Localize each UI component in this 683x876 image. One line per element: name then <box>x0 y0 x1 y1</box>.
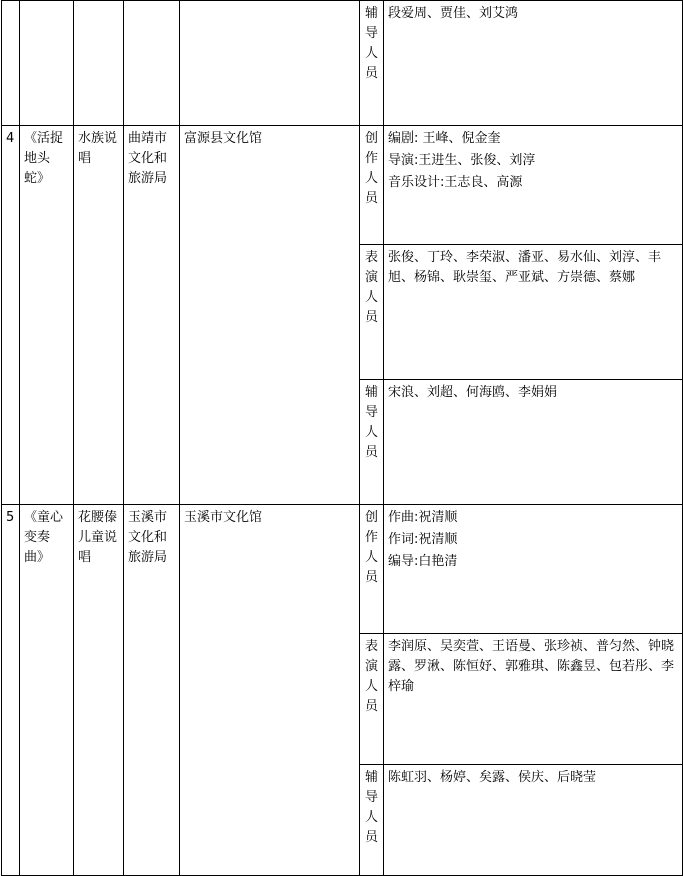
table-row <box>2 505 683 634</box>
people-list: 李润原、吴奕萱、王语曼、张珍祯、普匀然、钟晓露、罗湫、陈恒妤、郭雅琪、陈鑫昱、包若彤、李梓瑜 <box>384 634 683 765</box>
role-label-instructors <box>360 380 384 505</box>
people-list: 陈虹羽、杨婷、矣露、侯庆、后晓莹 <box>384 765 683 876</box>
role-label-performers <box>360 634 384 765</box>
role-char: 导 <box>364 405 378 421</box>
role-char: 创 <box>364 131 378 146</box>
role-char: 人 <box>364 679 378 695</box>
people-list: 段爱周、贾佳、刘艾鸿 <box>384 1 683 126</box>
table-row <box>2 126 683 245</box>
role-char: 人 <box>364 290 378 306</box>
role-char: 员 <box>364 445 378 461</box>
role-char: 演 <box>364 659 378 675</box>
table-row <box>2 1 683 126</box>
program-genre: 水族说唱 <box>74 126 124 505</box>
creator-line: 导演:王进生、张俊、刘淳 <box>388 153 536 169</box>
creator-line: 音乐设计:王志良、高源 <box>388 175 523 191</box>
program-genre: 花腰傣儿童说唱 <box>74 505 124 876</box>
recommending-org: 曲靖市文化和旅游局 <box>124 126 180 505</box>
program-genre <box>74 1 124 126</box>
performing-unit <box>180 1 360 126</box>
role-char: 员 <box>364 830 378 846</box>
role-char: 人 <box>364 810 378 826</box>
role-char: 表 <box>364 639 378 654</box>
role-label-performers <box>360 245 384 380</box>
creators-list <box>384 505 683 634</box>
creator-line: 作词:祝清顺 <box>388 532 458 548</box>
role-char: 员 <box>364 570 378 586</box>
creator-line: 编剧: 王峰、倪金奎 <box>388 131 501 146</box>
role-char: 人 <box>364 46 378 62</box>
role-char: 辅 <box>364 385 378 400</box>
program-name: 《活捉地头蛇》 <box>20 126 74 505</box>
role-char: 人 <box>364 550 378 566</box>
performing-unit: 富源县文化馆 <box>180 126 360 505</box>
role-char: 辅 <box>364 770 378 785</box>
role-char: 作 <box>364 530 378 546</box>
performing-unit: 玉溪市文化馆 <box>180 505 360 876</box>
row-number <box>2 1 20 126</box>
creator-line: 作曲:祝清顺 <box>388 510 458 525</box>
role-char: 人 <box>364 425 378 441</box>
program-name: 《童心变奏曲》 <box>20 505 74 876</box>
people-list: 宋浪、刘超、何海鸥、李娟娟 <box>384 380 683 505</box>
role-char: 导 <box>364 790 378 806</box>
program-table <box>1 0 683 876</box>
program-name <box>20 1 74 126</box>
role-char: 员 <box>364 66 378 82</box>
people-list: 张俊、丁玲、李荣淑、潘亚、易水仙、刘淳、丰旭、杨锦、耿崇玺、严亚斌、方崇德、蔡娜 <box>384 245 683 380</box>
recommending-org <box>124 1 180 126</box>
role-char: 员 <box>364 310 378 326</box>
recommending-org: 玉溪市文化和旅游局 <box>124 505 180 876</box>
role-label-creators <box>360 505 384 634</box>
role-char: 员 <box>364 699 378 715</box>
role-label-instructors <box>360 1 384 126</box>
row-number: 4 <box>2 126 20 505</box>
role-char: 创 <box>364 510 378 525</box>
row-number: 5 <box>2 505 20 876</box>
role-char: 演 <box>364 270 378 286</box>
role-label-instructors <box>360 765 384 876</box>
role-label-creators <box>360 126 384 245</box>
role-char: 导 <box>364 26 378 42</box>
creators-list <box>384 126 683 245</box>
creator-line: 编导:白艳清 <box>388 554 458 570</box>
role-char: 员 <box>364 191 378 207</box>
role-char: 辅 <box>364 6 378 21</box>
role-char: 作 <box>364 151 378 167</box>
role-char: 人 <box>364 171 378 187</box>
role-char: 表 <box>364 250 378 265</box>
